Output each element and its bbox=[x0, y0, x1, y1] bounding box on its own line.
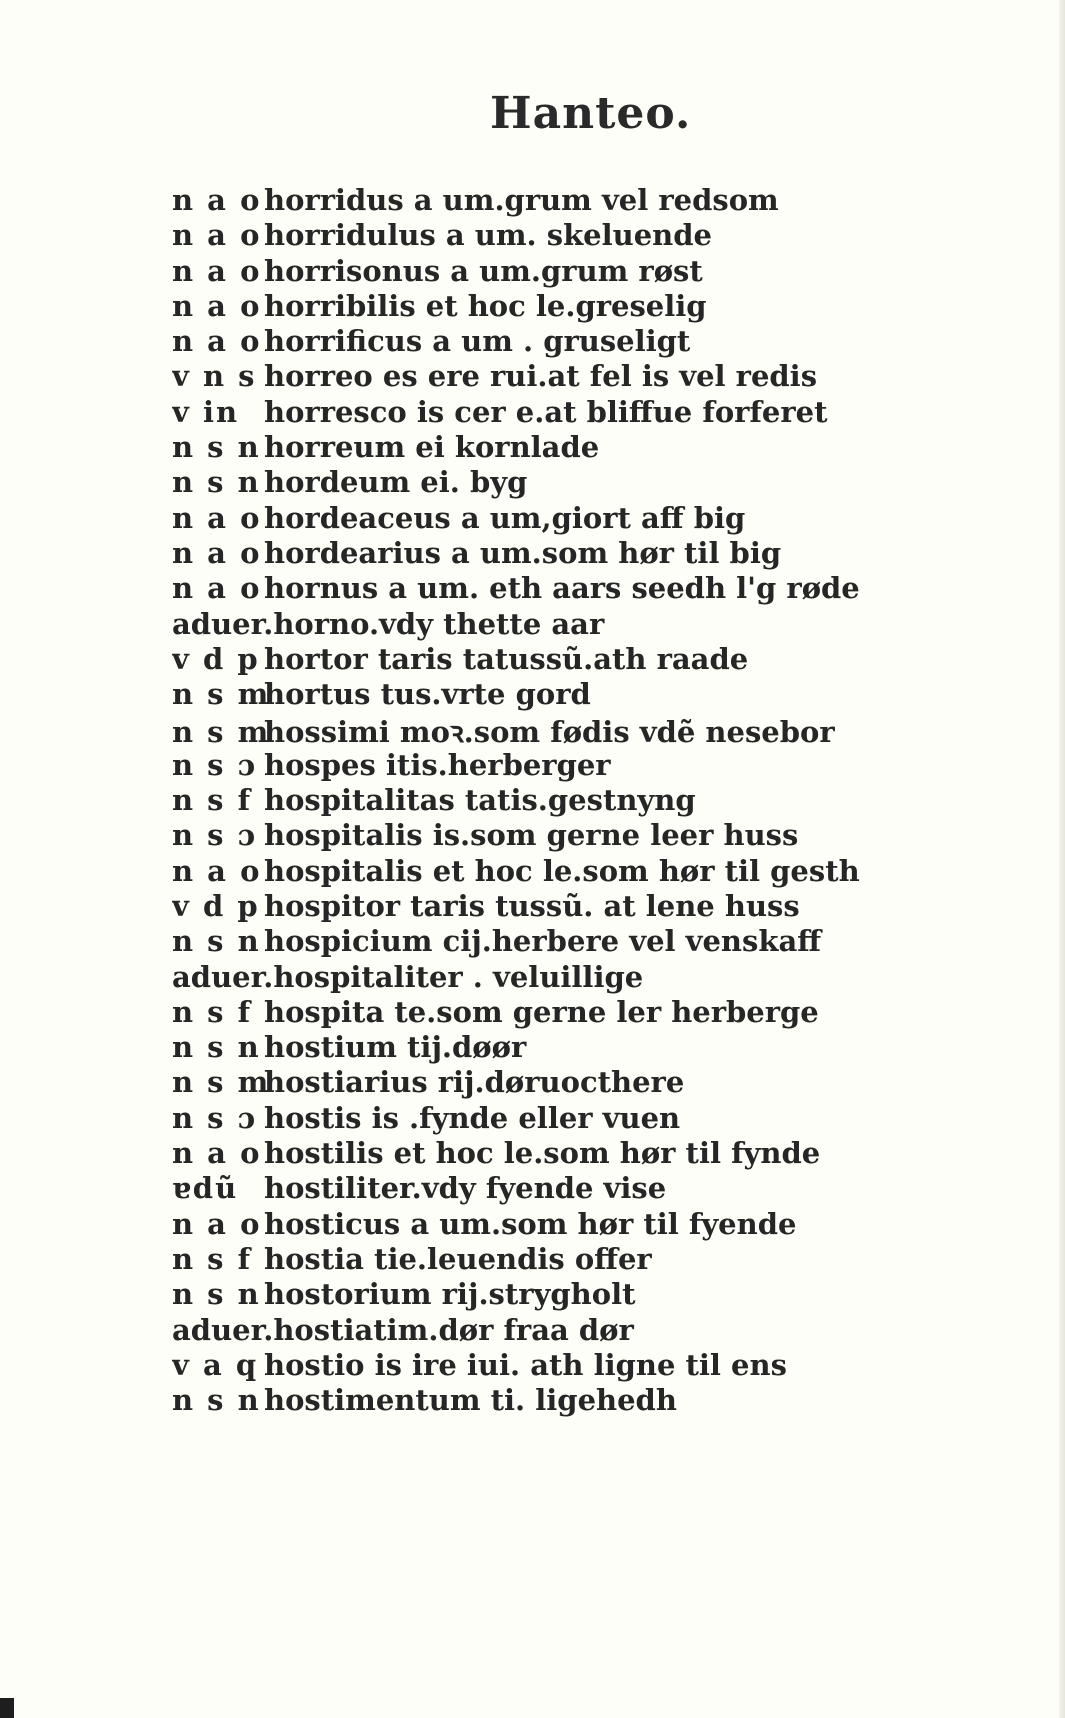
entry-text: hostium tij.døør bbox=[264, 1030, 527, 1065]
entry-text: aduer.hostiatim.dør fraa dør bbox=[172, 1312, 634, 1347]
entry-grammar-tag: v d p bbox=[172, 641, 260, 676]
entry-grammar-tag: n s ɔ bbox=[172, 747, 258, 782]
dictionary-entry bbox=[172, 607, 1032, 642]
entry-text: horresco is cer e.at bliffue forferet bbox=[264, 394, 828, 429]
entry-grammar-tag: n a o bbox=[172, 183, 262, 217]
dictionary-entry bbox=[172, 1030, 1032, 1065]
dictionary-entry bbox=[172, 430, 1032, 465]
scan-edge-mark bbox=[0, 1698, 14, 1718]
entry-grammar-tag: ɐdũ bbox=[172, 1171, 239, 1206]
entry-grammar-tag: n s n bbox=[172, 430, 261, 465]
entry-grammar-tag: n a o bbox=[172, 218, 262, 253]
dictionary-entry bbox=[172, 960, 1032, 995]
entry-grammar-tag: v d p bbox=[172, 888, 260, 923]
dictionary-entry bbox=[172, 854, 1032, 889]
dictionary-entry bbox=[172, 995, 1032, 1030]
entry-text: hordeaceus a um,giort aff big bbox=[264, 500, 746, 535]
entry-grammar-tag: v in bbox=[172, 394, 240, 429]
dictionary-entry bbox=[172, 924, 1032, 959]
entry-text: hostilis et hoc le.som hør til fynde bbox=[264, 1136, 821, 1171]
page-heading: Hanteo. bbox=[490, 88, 692, 139]
entry-text: hornus a um. eth aars seedh l'g røde bbox=[264, 571, 860, 606]
entry-grammar-tag: n a o bbox=[172, 535, 262, 570]
dictionary-entry bbox=[172, 712, 1032, 747]
entry-text: hospita te.som gerne ler herberge bbox=[264, 994, 819, 1029]
dictionary-entry bbox=[172, 1136, 1032, 1171]
dictionary-entry bbox=[172, 1348, 1032, 1383]
entry-text: hordearius a um.som hør til big bbox=[264, 535, 782, 570]
entry-grammar-tag: n s ɔ bbox=[172, 818, 258, 853]
dictionary-entry bbox=[172, 1101, 1032, 1136]
entry-grammar-tag: n s n bbox=[172, 1277, 261, 1312]
entry-grammar-tag: n s m bbox=[172, 1065, 271, 1100]
entry-grammar-tag: n s n bbox=[172, 924, 261, 959]
entry-grammar-tag: n a o bbox=[172, 500, 262, 535]
entry-grammar-tag: n a o bbox=[172, 288, 262, 323]
entry-text: horreo es ere rui.at fel is vel redis bbox=[264, 359, 818, 394]
dictionary-entry bbox=[172, 571, 1032, 606]
entry-text: horrisonus a um.grum røst bbox=[264, 253, 703, 288]
dictionary-entry bbox=[172, 501, 1032, 536]
entry-grammar-tag: n a o bbox=[172, 324, 262, 359]
entry-grammar-tag: n s f bbox=[172, 994, 253, 1029]
entry-text: hospes itis.herberger bbox=[264, 747, 611, 782]
dictionary-entry bbox=[172, 395, 1032, 430]
entry-text: hortus tus.vrte gord bbox=[264, 677, 591, 712]
entry-grammar-tag: n a o bbox=[172, 253, 262, 288]
entry-grammar-tag: n a o bbox=[172, 1206, 262, 1241]
entry-text: hospitalitas tatis.gestnyng bbox=[264, 783, 696, 818]
entry-text: horribilis et hoc le.greselig bbox=[264, 288, 707, 323]
entry-text: hordeum ei. byg bbox=[264, 465, 528, 500]
entry-text: horridulus a um. skeluende bbox=[264, 218, 712, 253]
entry-grammar-tag: v a q bbox=[172, 1347, 259, 1382]
entry-grammar-tag: n s n bbox=[172, 465, 261, 500]
dictionary-entry bbox=[172, 1383, 1032, 1418]
entry-grammar-tag: n a o bbox=[172, 1136, 262, 1171]
entry-text: hostiliter.vdy fyende vise bbox=[264, 1171, 667, 1206]
dictionary-entry bbox=[172, 465, 1032, 500]
dictionary-entry bbox=[172, 748, 1032, 783]
entry-text: hostimentum ti. ligehedh bbox=[264, 1383, 677, 1418]
dictionary-entries bbox=[172, 183, 1032, 1418]
dictionary-entry bbox=[172, 289, 1032, 324]
entry-text: horreum ei kornlade bbox=[264, 430, 600, 465]
dictionary-entry bbox=[172, 642, 1032, 677]
dictionary-entry bbox=[172, 1065, 1032, 1100]
dictionary-entry bbox=[172, 677, 1032, 712]
dictionary-entry bbox=[172, 1313, 1032, 1348]
entry-text: hostio is ire iui. ath ligne til ens bbox=[264, 1347, 787, 1382]
entry-grammar-tag: n s f bbox=[172, 1241, 253, 1276]
entry-text: hostorium rij.strygholt bbox=[264, 1277, 636, 1312]
entry-text: horridus a um.grum vel redsom bbox=[264, 183, 779, 217]
entry-grammar-tag: v n s bbox=[172, 359, 257, 394]
dictionary-entry bbox=[172, 1207, 1032, 1242]
entry-grammar-tag: n s n bbox=[172, 1383, 261, 1418]
entry-text: hostiarius rij.døruocthere bbox=[264, 1065, 685, 1100]
dictionary-entry bbox=[172, 359, 1032, 394]
entry-text: hospitalis is.som gerne leer huss bbox=[264, 818, 799, 853]
dictionary-entry bbox=[172, 254, 1032, 289]
entry-grammar-tag: n s n bbox=[172, 1030, 261, 1065]
dictionary-entry bbox=[172, 1242, 1032, 1277]
entry-grammar-tag: n s m bbox=[172, 715, 271, 748]
page-edge bbox=[1059, 0, 1065, 1718]
dictionary-entry bbox=[172, 1277, 1032, 1312]
dictionary-entry bbox=[172, 183, 1032, 218]
entry-text: hospitor taris tussũ. at lene huss bbox=[264, 888, 800, 923]
dictionary-entry bbox=[172, 889, 1032, 924]
entry-text: hostia tie.leuendis offer bbox=[264, 1241, 652, 1276]
entry-text: hosticus a um.som hør til fyende bbox=[264, 1206, 797, 1241]
entry-grammar-tag: n s f bbox=[172, 783, 253, 818]
entry-text: hospitalis et hoc le.som hør til gesth bbox=[264, 853, 860, 888]
entry-text: hostis is .fynde eller vuen bbox=[264, 1100, 681, 1135]
entry-text: aduer.hospitaliter . veluillige bbox=[172, 959, 644, 994]
entry-text: horrificus a um . gruseligt bbox=[264, 324, 691, 359]
dictionary-entry bbox=[172, 324, 1032, 359]
dictionary-entry bbox=[172, 783, 1032, 818]
dictionary-entry bbox=[172, 1171, 1032, 1206]
entry-text: hortor taris tatussũ.ath raade bbox=[264, 641, 749, 676]
dictionary-entry bbox=[172, 536, 1032, 571]
entry-text: aduer.horno.vdy thette aar bbox=[172, 606, 605, 641]
dictionary-entry bbox=[172, 218, 1032, 253]
entry-grammar-tag: n s m bbox=[172, 677, 271, 712]
entry-text: hossimi moꝛ.som fødis vdẽ nesebor bbox=[264, 715, 835, 748]
entry-grammar-tag: n s ɔ bbox=[172, 1100, 258, 1135]
entry-grammar-tag: n a o bbox=[172, 853, 262, 888]
entry-text: hospicium cij.herbere vel venskaff bbox=[264, 924, 822, 959]
entry-grammar-tag: n a o bbox=[172, 571, 262, 606]
dictionary-entry bbox=[172, 818, 1032, 853]
